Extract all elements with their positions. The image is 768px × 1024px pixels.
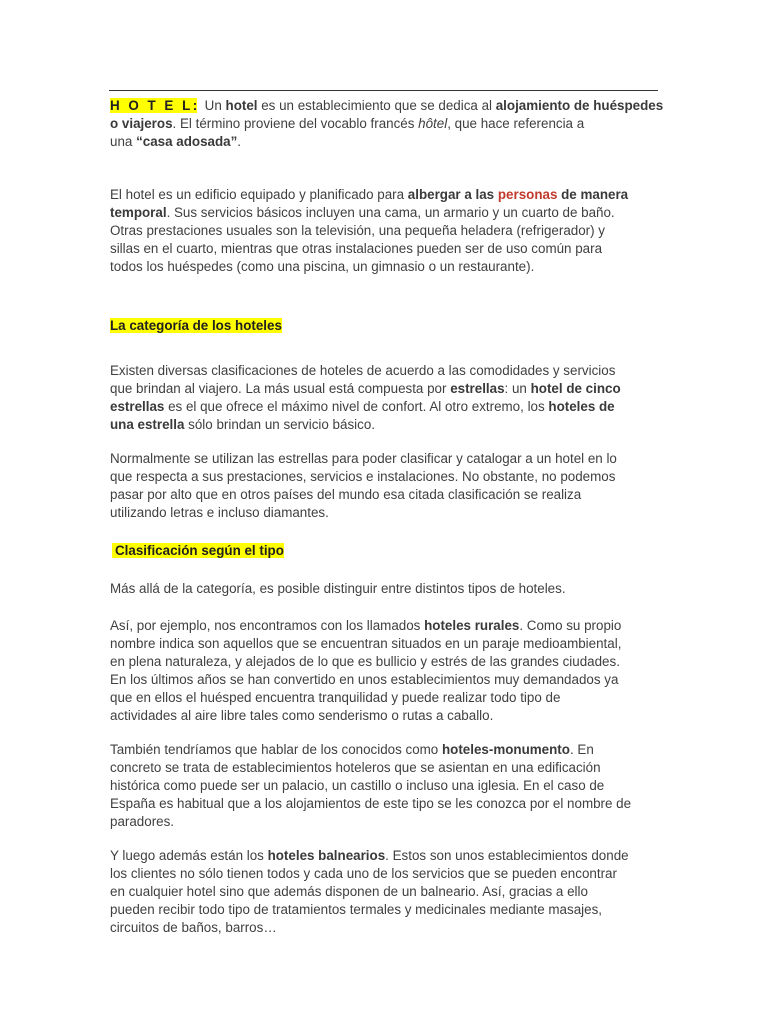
- intro-paragraph: H O T E L: Un hotel es un establecimiento que se dedica al alojamiento de huéspedes o viajeros. El término proviene del vocablo francés hôtel, que hace referencia a una “casa adosada”.: [110, 98, 664, 149]
- hotel-title: H O T E L: [110, 98, 193, 113]
- definition-paragraph: El hotel es un edificio equipado y planificado para albergar a las personas de manera temporal. Sus servicios básicos incluyen una cama, un armario y un cuarto de baño. Otras prestaciones usuales son la televisión, una pequeña heladera (refrigerador) y sillas en el cuarto, mientras que otras instalaciones pueden ser de uso común para todos los huéspedes (como una piscina, un gimnasio o un restaurante).: [110, 187, 629, 274]
- hoteles-rurales-paragraph: Así, por ejemplo, nos encontramos con los llamados hoteles rurales. Como su propio nombre indica son aquellos que se encuentran situados en un paraje medioambiental, en plena naturaleza, y alejados de lo que es bullicio y estrés de las grandes ciudades. En los últimos años se han convertido en unos establecimientos muy demandados ya que en ellos el huésped encuentra tranquilidad y puede realizar todo tipo de actividades al aire libre tales como senderismo o rutas a caballo.: [110, 618, 622, 723]
- hoteles-monumento-paragraph: También tendríamos que hablar de los conocidos como hoteles-monumento. En concreto se trata de establecimientos hoteleros que se asientan en una edificación histórica como puede ser un palacio, un castillo o incluso una iglesia. En el caso de España es habitual que a los alojamientos de este tipo se les conozca por el nombre de paradores.: [110, 742, 632, 829]
- section-heading-categoria: La categoría de los hoteles: [110, 318, 282, 333]
- categoria-paragraph: Existen diversas clasificaciones de hoteles de acuerdo a las comodidades y servicios que brindan al viajero. La más usual está compuesta por estrellas: un hotel de cinco estrellas es el que ofrece el máximo nivel de confort. Al otro extremo, los hoteles de una estrella sólo brindan un servicio básico.: [110, 363, 621, 432]
- tipos-intro-paragraph: Más allá de la categoría, es posible distinguir entre distintos tipos de hoteles.: [110, 581, 566, 596]
- section-heading-clasificacion: Clasificación según el tipo: [112, 542, 284, 560]
- personas-link[interactable]: personas: [497, 187, 558, 202]
- top-rule: [109, 90, 658, 91]
- hoteles-balnearios-paragraph: Y luego además están los hoteles balnearios. Estos son unos establecimientos donde los clientes no sólo tienen todos y cada uno de los servicios que se pueden encontrar en cualquier hotel sino que además disponen de un balneario. Así, gracias a ello pueden recibir todo tipo de tratamientos termales y medicinales mediante masajes, circuitos de baños, barros…: [110, 848, 629, 935]
- estrellas-paragraph: Normalmente se utilizan las estrellas para poder clasificar y catalogar a un hotel en lo que respecta a sus prestaciones, servicios e instalaciones. No obstante, no podemos pasar por alto que en otros países del mundo esa citada clasificación se realiza utilizando letras e incluso diamantes.: [110, 451, 617, 520]
